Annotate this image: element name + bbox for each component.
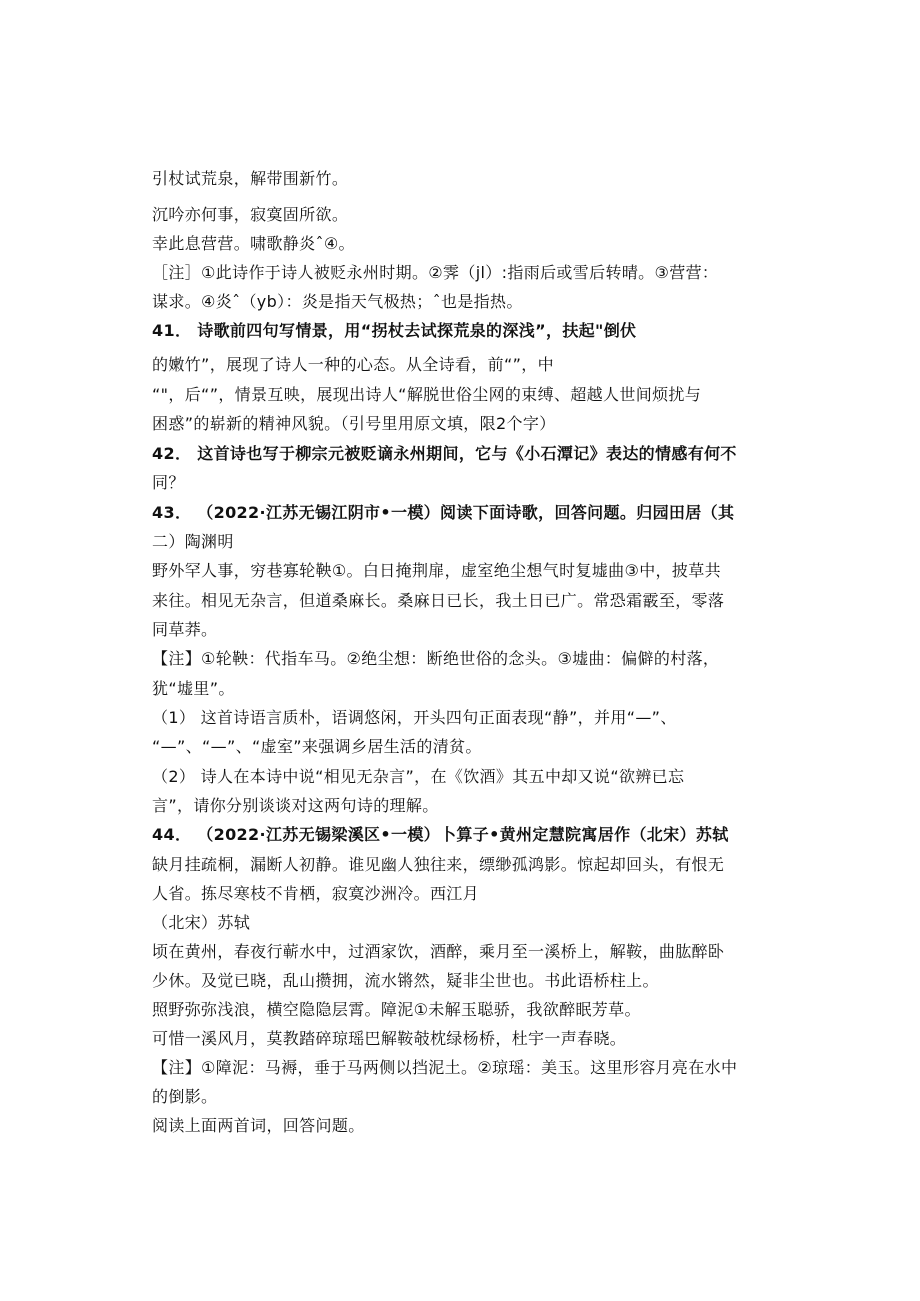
poem-44b-author: （北宋）苏轼 [152,913,251,932]
question-42-line-1: 42． 这首诗也写于柳宗元被贬谪永州期间，它与《小石潭记》表达的情感有何不 [152,444,737,463]
poem-43-line-2: 来往。相见无杂言，但道桑麻长。桑麻日已长，我土日已广。常恐霜霰至，零落 [152,591,725,610]
question-43-header: 43． （2022·江苏无锡江阴市•一模）阅读下面诗歌，回答问题。归园田居（其 [152,503,735,522]
annotation-44-line-1: 【注】①障泥：马褥，垂于马两侧以挡泥土。②琼瑶：美玉。这里形容月亮在水中 [152,1058,738,1077]
poem-44b-preface-2: 少休。及觉已晓，乱山攒拥，流水锵然，疑非尘世也。书此语桥柱上。 [152,971,659,990]
question-44-header: 44． （2022·江苏无锡梁溪区•一模）卜算子•黄州定慧院寓居作（北宋）苏轼 [152,825,729,844]
poem-43-line-1: 野外罕人事，穷巷寡轮鞅①。白日掩荆扉，虚室绝尘想气时复墟曲③中，披草共 [152,561,721,580]
annotation-43-line-1: 【注】①轮鞅：代指车马。②绝尘想：断绝世俗的念头。③墟曲：偏僻的村落， [152,649,720,668]
subquestion-2-line-2: 言”，请你分别谈谈对这两句诗的理解。 [152,796,439,815]
poem-44a-line-1: 缺月挂疏桐，漏断人初静。谁见幽人独往来，缥缈孤鸿影。惊起却回头，有恨无 [152,855,725,874]
instruction-line: 阅读上面两首词，回答问题。 [152,1116,365,1135]
question-43-author: 二）陶渊明 [152,532,234,551]
question-41-line-4: 困惑”的崭新的精神风貌。（引号里用原文填，限2个字） [152,414,556,433]
subquestion-1-line-2: “—”、“—”、“虚室”来强调乡居生活的清贫。 [152,737,482,756]
subquestion-1-line-1: （1） 这首诗语言质朴，语调悠闲，开头四句正面表现“静”，并用“—”、 [152,708,677,727]
poem-43-line-3: 同草莽。 [152,620,218,639]
poem-44b-line-2: 可惜一溪风月，莫教踏碎琼瑶巴解鞍攲枕绿杨桥，杜宇一声春晓。 [152,1029,627,1048]
question-41-line-3: “"，后“”，情景互映，展现出诗人“解脱世俗尘网的束缚、超越人世间烦扰与 [152,385,702,404]
annotation-line-2: 谋求。④炎ˆ（yb）：炎是指天气极热；ˆ也是指热。 [152,292,523,311]
poem-44b-line-1: 照野弥弥浅浪，横空隐隐层霄。障泥①未解玉聪骄，我欲醉眠芳草。 [152,1000,641,1019]
question-41-line-1: 41． 诗歌前四句写情景，用“拐杖去试探荒泉的深浅”，扶起"倒伏 [152,321,637,340]
poem-line-2: 沉吟亦何事，寂寞固所欲。 [152,205,349,224]
question-41-line-2: 的嫩竹”，展现了诗人一种的心态。从全诗看，前“”，中 [152,355,554,374]
poem-line-1: 引杖试荒泉，解带围新竹。 [152,169,349,188]
poem-44b-preface-1: 顷在黄州，春夜行蕲水中，过酒家饮，酒醉，乘月至一溪桥上，解鞍，曲肱醉卧 [152,942,725,961]
question-42-line-2: 同？ [152,473,185,492]
poem-line-3: 幸此息营营。啸歌静炎ˆ④。 [152,234,355,253]
annotation-line-1: ［注］①此诗作于诗人被贬永州时期。②霁（jl）:指雨后或雪后转晴。③营营： [152,263,719,282]
annotation-43-line-2: 犹“墟里”。 [152,679,235,698]
subquestion-2-line-1: （2） 诗人在本诗中说“相见无杂言”，在《饮酒》其五中却又说“欲辨已忘 [152,767,685,786]
poem-44a-line-2: 人省。拣尽寒枝不肯栖，寂寞沙洲冷。西江月 [152,884,480,903]
annotation-44-line-2: 的倒影。 [152,1087,218,1106]
